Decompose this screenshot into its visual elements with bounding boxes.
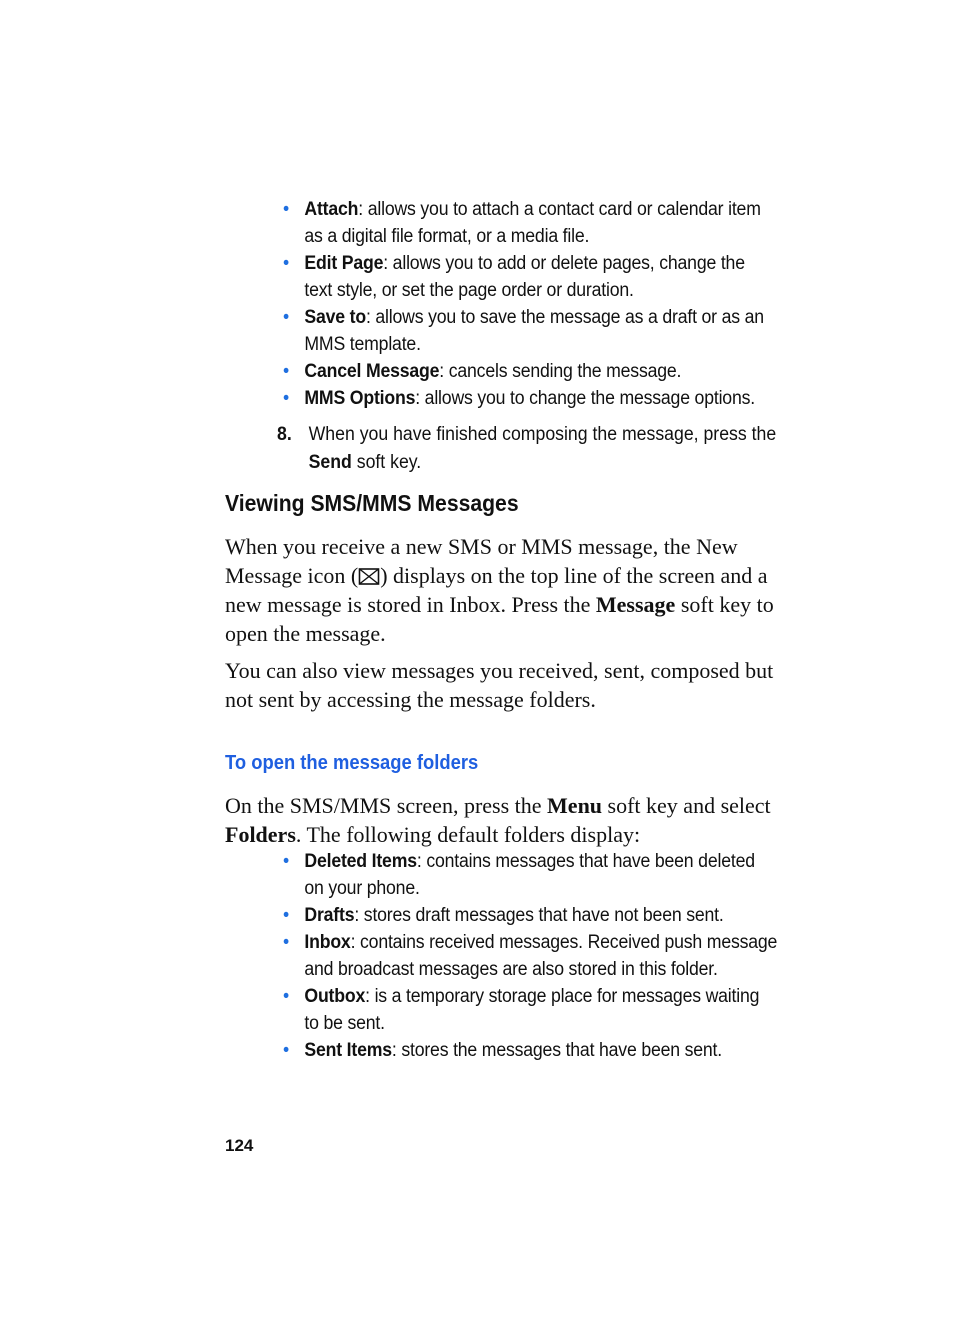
option-desc: : allows you to save the message as a draft or as an [365,307,764,328]
folder-desc-cont: on your phone. [304,878,420,899]
folder-term: Drafts [304,905,355,926]
folder-desc: : stores the messages that have been sent. [391,1040,722,1061]
page-number: 124 [225,1136,254,1155]
section-heading: Viewing SMS/MMS Messages [225,490,519,516]
new-message-paragraph: When you receive a new SMS or MMS message, the New Message icon ( ) displays on the top line of the screen and a new message is stored in Inbox. Press the Message soft key to open the message. [225,534,774,646]
menu-key-label: Menu [547,793,603,818]
list-item [283,929,821,983]
option-term: Cancel Message [304,361,440,382]
folder-desc-cont: and broadcast messages are also stored in this folder. [304,959,718,980]
folder-term: Outbox [304,986,366,1007]
folder-desc: : is a temporary storage place for messages waiting [365,986,760,1007]
bullet-icon: • [283,361,290,382]
option-desc: : allows you to change the message options. [415,388,755,409]
option-desc-cont: as a digital file format, or a media file. [304,226,590,247]
option-term: Edit Page [304,253,384,274]
option-term: MMS Options [304,388,416,409]
bullet-icon: • [283,1040,290,1061]
list-item [283,848,821,902]
bullet-icon: • [283,199,290,220]
list-item [283,250,821,304]
step-8 [277,421,779,477]
option-desc: : allows you to add or delete pages, change the [383,253,745,274]
message-key-label: Message [595,592,676,617]
list-item [283,385,821,412]
options-list [283,196,803,412]
option-term: Save to [304,307,366,328]
folder-desc-cont: to be sent. [304,1013,385,1034]
list-item [283,1037,821,1064]
envelope-icon [358,566,380,586]
option-desc-cont: text style, or set the page order or duration. [304,280,634,301]
step-text: When you have finished composing the message, press the Send soft key. [308,424,777,473]
step-number: 8. [277,424,292,445]
folder-desc: : stores draft messages that have not been sent. [354,905,724,926]
procedure-title: To open the message folders [225,752,479,774]
option-desc-cont: MMS template. [304,334,421,355]
list-item [283,983,821,1037]
list-item [283,902,821,929]
bullet-icon: • [283,932,290,953]
folder-term: Inbox [304,932,351,953]
send-key-label: Send [308,452,352,473]
folder-desc: : contains received messages. Received push message [350,932,778,953]
bullet-icon: • [283,388,290,409]
folder-desc: : contains messages that have been deleted [416,851,755,872]
bullet-icon: • [283,905,290,926]
list-item [283,304,821,358]
folders-intro-paragraph: You can also view messages you received, sent, composed but not sent by accessing the message folders. [225,658,774,712]
bullet-icon: • [283,851,290,872]
bullet-icon: • [283,307,290,328]
bullet-icon: • [283,986,290,1007]
option-desc: : cancels sending the message. [439,361,682,382]
bullet-icon: • [283,253,290,274]
list-item [283,196,821,250]
folder-term: Sent Items [304,1040,392,1061]
folders-list [283,848,803,1064]
list-item [283,358,821,385]
procedure-paragraph: On the SMS/MMS screen, press the Menu soft key and select Folders. The following default folders display: [225,793,771,847]
folders-key-label: Folders [225,822,296,847]
folder-term: Deleted Items [304,851,417,872]
option-term: Attach [304,199,359,220]
option-desc: : allows you to attach a contact card or calendar item [358,199,761,220]
